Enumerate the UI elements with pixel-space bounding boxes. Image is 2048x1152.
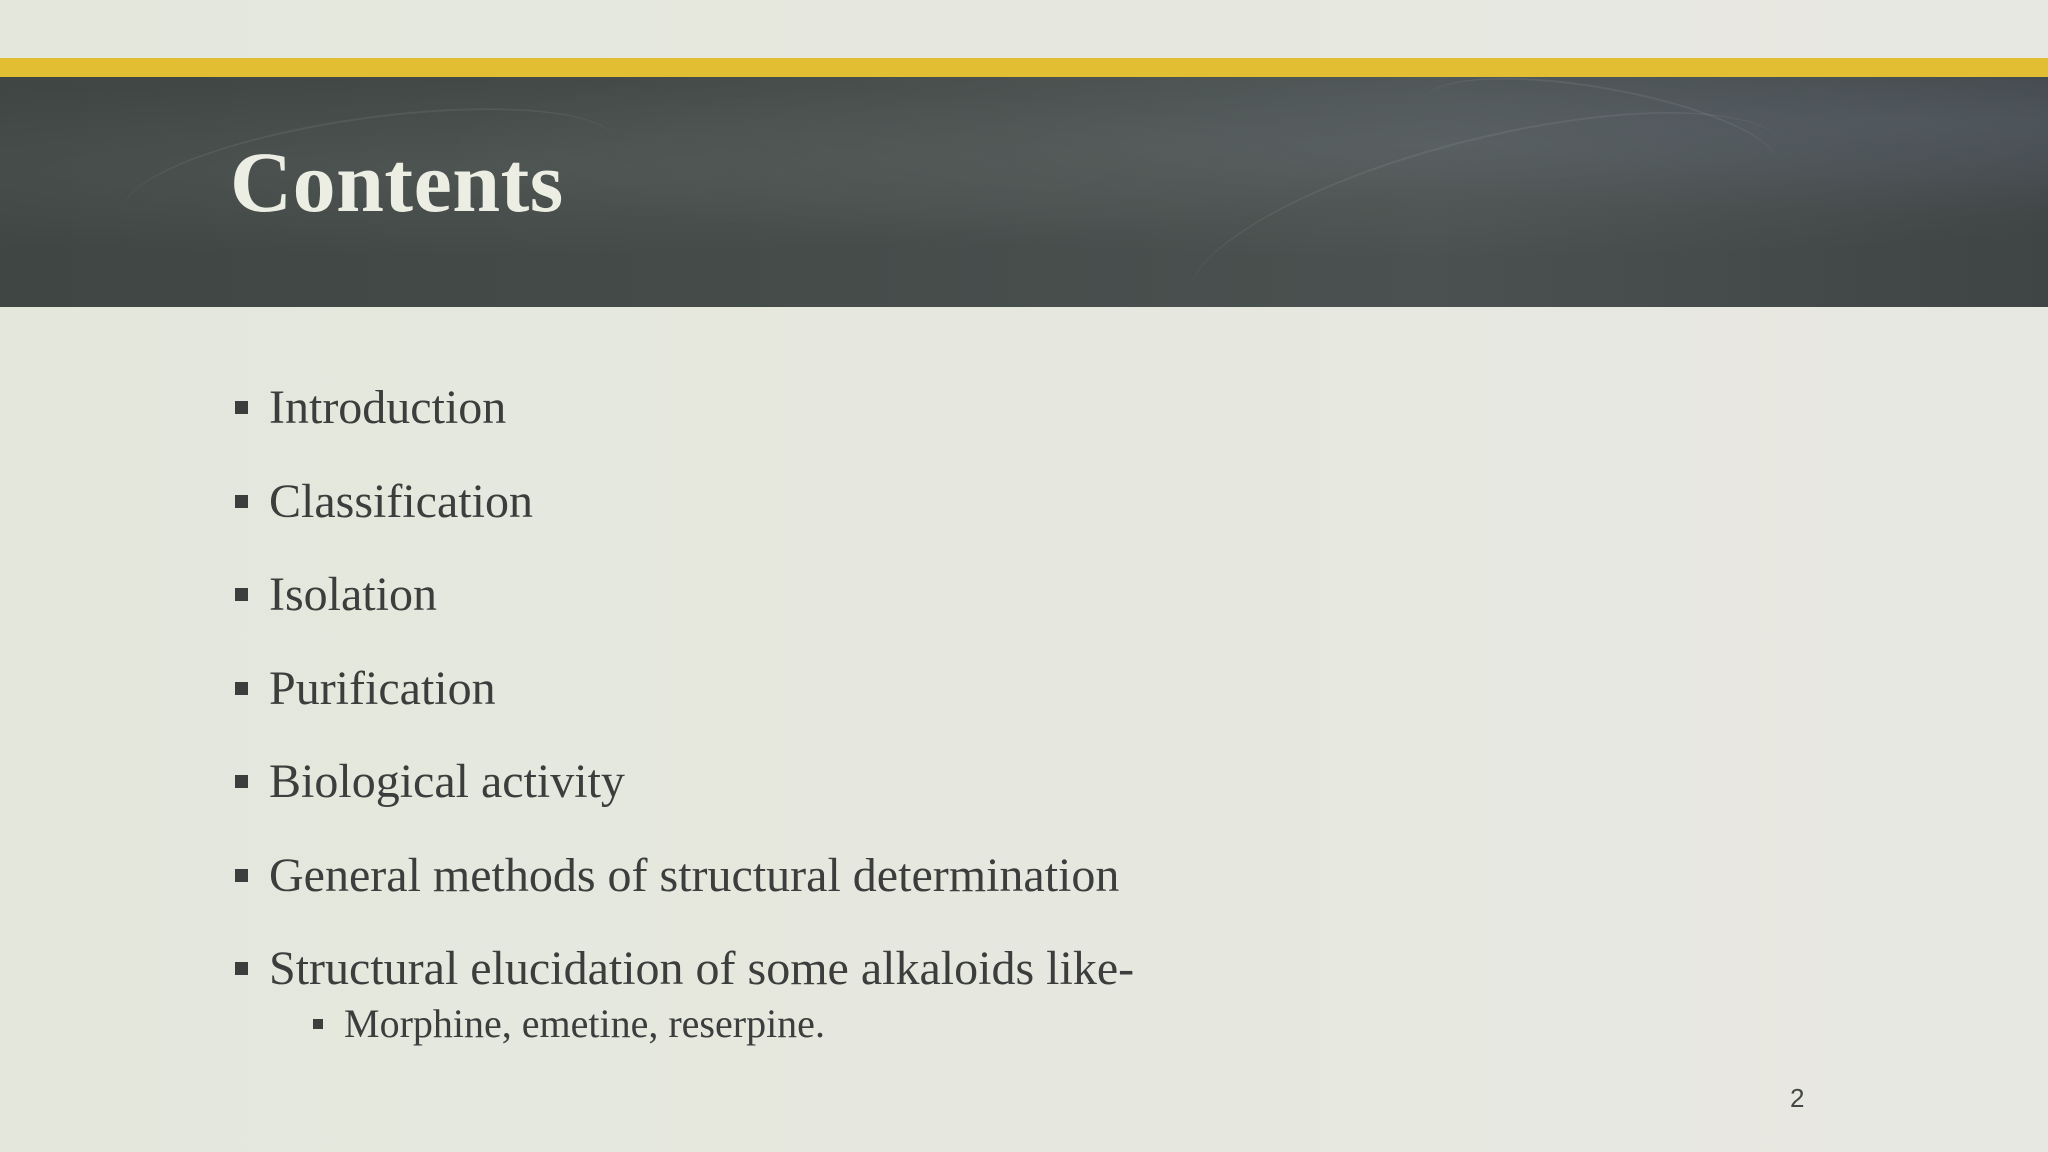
square-bullet-icon bbox=[235, 869, 248, 882]
square-bullet-icon bbox=[235, 588, 248, 601]
list-item bbox=[232, 941, 1832, 1049]
slide-title: Contents bbox=[230, 134, 564, 230]
list-item bbox=[232, 848, 1832, 942]
contents-list bbox=[232, 380, 1832, 1049]
square-bullet-icon bbox=[235, 775, 248, 788]
list-item bbox=[232, 661, 1832, 755]
title-band bbox=[0, 77, 2048, 307]
list-item-label: Biological activity bbox=[269, 755, 625, 808]
sub-list-item bbox=[309, 999, 1832, 1049]
list-item bbox=[232, 474, 1832, 568]
list-item-label: Isolation bbox=[269, 568, 437, 621]
list-item bbox=[232, 754, 1832, 848]
list-item-label: Classification bbox=[269, 474, 533, 528]
list-item bbox=[232, 380, 1832, 474]
small-square-bullet-icon bbox=[313, 1019, 323, 1029]
list-item bbox=[232, 567, 1832, 661]
square-bullet-icon bbox=[235, 401, 248, 414]
square-bullet-icon bbox=[235, 962, 248, 975]
list-item-label: Structural elucidation of some alkaloids like- bbox=[269, 942, 1135, 995]
page-number: 2 bbox=[1790, 1083, 1805, 1113]
sub-list bbox=[309, 999, 1832, 1049]
square-bullet-icon bbox=[235, 495, 248, 508]
list-item-label: General methods of structural determination bbox=[269, 848, 1120, 902]
list-item-label: Introduction bbox=[269, 381, 507, 434]
square-bullet-icon bbox=[235, 682, 248, 695]
sub-list-item-label: Morphine, emetine, reserpine. bbox=[344, 1001, 825, 1046]
list-item-label: Purification bbox=[269, 661, 496, 715]
accent-bar bbox=[0, 58, 2048, 77]
